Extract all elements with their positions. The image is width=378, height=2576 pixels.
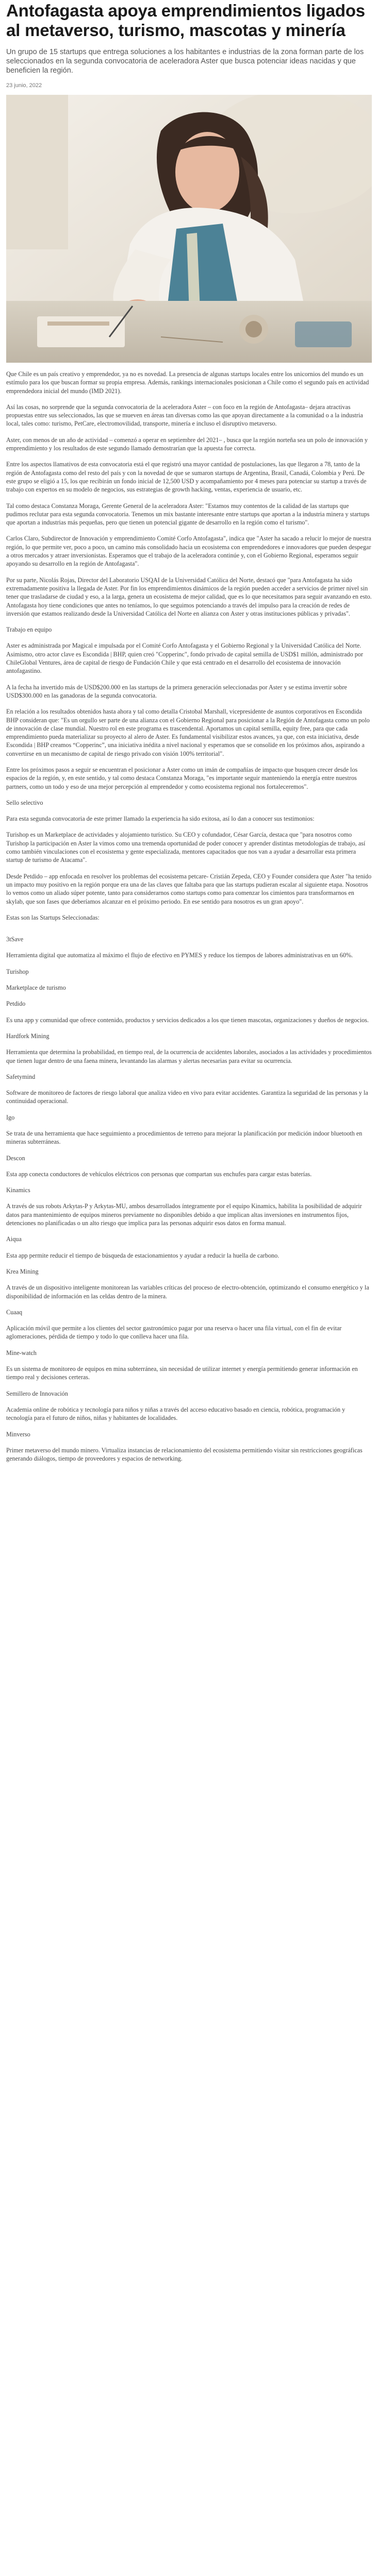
article-lede: Un grupo de 15 startups que entrega soluciones a los habitantes e industrias de la zona forman parte de los seleccionados en la segunda convocatoria de aceleradora Aster que busca potenciar ideas nacidas y que beneficien la región. <box>6 48 364 75</box>
startup-name: Igo <box>6 1113 15 1121</box>
paragraph: Así las cosas, no sorprende que la segunda convocatoria de la aceleradora Aster – con foco en la región de Antofagasta– dejara atractivas propuestas entre sus seleccionados, las que se mueven en áreas tan diversas como las que apoyan directamente a la comunidad o a la industria local, tales como: turismo, PetCare, electromovilidad, transporte, minería e incluso el disruptivo metaverso. <box>6 403 363 428</box>
paragraph: Entre los próximos pasos a seguir se encuentran el posicionar a Aster como un imán de compañías de impacto que busquen crecer desde los espacios de la región, y, en este sentido, y tal como destaca Constanza Moraga, "es importante seguir manteniendo la energía entre nuestros partners, como un todo y eso de una mejor percepción al emprendedor y como ecosistema regional nos fortaleceremos". <box>6 766 358 790</box>
woman-working-illustration <box>6 95 372 363</box>
startup-name: Minverso <box>6 1430 30 1438</box>
paragraph: A la fecha ha invertido más de USD$200.000 en las startups de la primera generación seleccionadas por Aster y se estima invertir sobre USD$300.000 en las ganadoras de la segunda convocatoria. <box>6 683 347 699</box>
startup-description: Herramienta que determina la probabilidad, en tiempo real, de la ocurrencia de accidentes laborales, asociados a las actividades y procedimientos que tienen lugar dentro de una faena minera, levantando las alarmas y alertas necesarias para evitar su ocurrencia. <box>6 1048 372 1064</box>
startup-name: Aiqua <box>6 1235 22 1243</box>
paragraph: Carlos Claro, Subdirector de Innovación y emprendimiento Comité Corfo Antofagasta", indica que "Aster ha sacado a relucir lo mejor de nuestra región, lo que permite ver, poco a poco, un camino más consolidado hacia un ecosistema con emprendedores e innovadores que pueden despegar a otros mercados y atraer inversionistas. Esperamos que el trabajo de la aceleradora continúe y, con el Gobierno Regional, esperamos seguir apoyando su desarrollo en la región de Antofagasta". <box>6 535 371 568</box>
startup-description: A través de sus robots Arkytas-P y Arkytas-MU, ambos desarrollados íntegramente por el equipo Kinamics, habilita la posibilidad de adquirir datos para mantenimiento de equipos mineros previamente no disponibles debido a que implican altas inversiones en instrumentos fijos, detenciones no planificadas o un alto riesgo que implica para las personas adquirir esos datos en forma manual. <box>6 1202 362 1227</box>
paragraph: Estas son las Startups Seleccionadas: <box>6 913 100 921</box>
startup-description: Academia online de robótica y tecnología para niños y niñas a través del acceso educativo basado en ciencia, robótica, programación y tecnología para el futuro de niños, niñas y habitantes de localidades. <box>6 1405 346 1422</box>
startup-description: Se trata de una herramienta que hace seguimiento a procedimientos de terreno para mejorar la planificación por medición indoor bluetooth en mineras subterráneas. <box>6 1130 363 1146</box>
paragraph: Que Chile es un país creativo y emprendedor, ya no es novedad. La presencia de algunas startups locales entre los unicornios del mundo es un estímulo para los que buscan formar su propia empresa. Además, rankings internacionales posicionan a Chile como el segundo país en actividad emprendedora inicial del mundo (IMD 2021). <box>6 370 369 395</box>
startup-name: Kinamics <box>6 1187 30 1194</box>
paragraph: Tal como destaca Constanza Moraga, Gerente General de la aceleradora Aster: "Estamos muy contentos de la calidad de las startups que pudimos reclutar para esta segunda convocatoria. Tenemos un mix bastante interesante entre startups que aportan a la industria minera y startups que aportan a industrias más pequeñas, pero que tienen un potencial gigante de desarrollo en la región como el turismo". <box>6 502 370 527</box>
startup-name: Turishop <box>6 968 29 975</box>
startup-description: Primer metaverso del mundo minero. Virtualiza instancias de relacionamiento del ecosistema permitiendo visitar sin restricciones geográficas generando diálogos, tiempo de proveedores y espacios de networking. <box>6 1446 363 1463</box>
paragraph: Turishop es un Marketplace de actividades y alojamiento turístico. Su CEO y cofundador, César García, destaca que "para nosotros como Turishop la participación en Aster la vimos como una tremenda oportunidad de poder conocer y aprender distintas metodologías de trabajo, así como también vinculaciones con el ecosistema y gente especializada, mentores capacitados que nos van a ayudar a desarrollar esta primera startup de turismo de Atacama". <box>6 831 366 864</box>
startup-description: Herramienta digital que automatiza al máximo el flujo de efectivo en PYMES y reduce los tiempos de labores administrativas en un 60%. <box>6 952 353 959</box>
hero-image <box>6 95 372 363</box>
article-date: 23 junio, 2022 <box>6 82 42 89</box>
startup-name: Semillero de Innovación <box>6 1389 68 1397</box>
startup-name: Krea Mining <box>6 1267 39 1275</box>
article-title: Antofagasta apoya emprendimientos ligados al metaverso, turismo, mascotas y minería <box>6 1 365 40</box>
startup-description: Software de monitoreo de factores de riesgo laboral que analiza video en vivo para evitar accidentes. Garantiza la seguridad de las personas y la continuidad operacional. <box>6 1089 368 1105</box>
paragraph: Aster, con menos de un año de actividad – comenzó a operar en septiembre del 2021– , busca que la región norteña sea un polo de innovación y emprendimiento y los resultados de este segundo llamado demostrarían que la apuesta fue correcta. <box>6 436 368 452</box>
startup-description: Marketplace de turismo <box>6 984 66 992</box>
paragraph: Por su parte, Nicolás Rojas, Director del Laboratorio USQAI de la Universidad Católica del Norte, destacó que "para Antofagasta ha sido extremadamente positiva la llegada de Aster. Por fin los emprendimientos dinámicos de la región pueden acceder a servicios de primer nivel sin tener que trasladarse de ciudad y eso, a la larga, genera un ecosistema de mejor calidad, que es lo que necesitamos para seguir avanzando en esto. Antofagasta hoy tiene condiciones que antes no teníamos, lo que seguimos potenciando a través del impulso para la creación de redes de inversión que estamos realizando desde la Universidad Católica del Norte en alianza con Aster y otras instituciones públicas y privadas". <box>6 576 372 617</box>
startup-name: 3tSave <box>6 936 24 943</box>
paragraph: Entre los aspectos llamativos de esta convocatoria está el que registró una mayor cantidad de postulaciones, las que llegaron a 78, tanto de la región de Antofagasta como del resto del país y con la novedad de que se sumaron startups de Argentina, Brasil, Canadá, Colombia y Perú. De este grupo se eligió a 15, los que recibirán un fondo inicial de 12,500 USD y acompañamiento por 4 meses para potenciar su startup a través de trabajo con expertos en su modelo de negocios, sus estrategias de growth hacking, ventas, experiencia de usuario, etc. <box>6 461 367 494</box>
startup-name: Cuaaq <box>6 1308 23 1316</box>
article-body <box>6 370 372 1463</box>
startup-description: Esta app conecta conductores de vehículos eléctricos con personas que compartan sus enchufes para cargar estas baterías. <box>6 1170 312 1178</box>
startup-description: A través de un dispositivo inteligente monitorean las variables críticas del proceso de electro-obtención, optimizando el consumo energético y la disponibilidad de información en las celdas dentro de la minera. <box>6 1284 369 1300</box>
startup-description: Es un sistema de monitoreo de equipos en mina subterránea, sin necesidad de utilizar internet y energía permitiendo generar información en tiempo real y decisiones certeras. <box>6 1365 358 1381</box>
article <box>0 1 378 1463</box>
startup-name: Hardfork Mining <box>6 1032 50 1040</box>
paragraph: Para esta segunda convocatoria de este primer llamado la experiencia ha sido exitosa, así lo dan a conocer sus testimonios: <box>6 815 315 823</box>
startup-description: Esta app permite reducir el tiempo de búsqueda de estacionamientos y ayudar a reducir la huella de carbono. <box>6 1251 280 1259</box>
paragraph: En relación a los resultados obtenidos hasta ahora y tal como detalla Cristobal Marshall, vicepresidente de asuntos corporativos en Escondida BHP consideran que: "Es un orgullo ser parte de una alianza con el Gobierno Regional para posicionar a la Región de Antofagasta como un polo de innovación de clase mundial. Nuestro rol en este programa es trascendental. Aportamos un capital semilla, equity free, para que cada emprendimiento pueda materializar su proyecto al alero de Aster. Es fundamental visibilizar estos avances, ya que, con esta iniciativa, desde Escondida | BHP creamos “Copperinc”, una iniciativa inédita a nivel nacional y esperamos que se consolide en los próximos años, aspirando a convertirse en un mecanismo de capital de riesgo privado con visión 100% territorial". <box>6 708 370 757</box>
section-heading: Trabajo en equipo <box>6 626 52 634</box>
startup-description: Aplicación móvil que permite a los clientes del sector gastronómico pagar por una reserva o hacer una fila virtual, con el fin de evitar aglomeraciones, pérdida de tiempo y todo lo que conlleva hacer una fila. <box>6 1325 342 1341</box>
startup-description: Es una app y comunidad que ofrece contenido, productos y servicios dedicados a los que tienen mascotas, organizaciones y dueños de negocios. <box>6 1016 369 1024</box>
startup-name: Petdido <box>6 1000 26 1008</box>
startup-name: Mine-watch <box>6 1349 37 1357</box>
paragraph: Aster es administrada por Magical e impulsada por el Comité Corfo Antofagasta y el Gobierno Regional y la Universidad Católica del Norte. Asimismo, otro actor clave es Escondida | BHP, quien creó "Copperinc", fondo privado de capital semilla de USD$1 millón, administrado por ChileGlobal Ventures, área de capital de riesgo de Fundación Chile y que está centrado en el desarrollo del ecosistema de innovación antofagastino. <box>6 642 364 675</box>
startup-name: Descon <box>6 1154 25 1162</box>
section-heading: Sello selectivo <box>6 799 43 806</box>
startup-name: Safetymind <box>6 1073 36 1080</box>
paragraph: Desde Petdido – app enfocada en resolver los problemas del ecosistema petcare- Cristián Zepeda, CEO y Founder considera que Aster "ha tenido un impacto muy positivo en la región porque era una de las claves que faltaba para que las startups pudieran escalar al siguiente etapa. Nosotros lo vemos como un aliado súper potente, tanto para considerarnos como startups como para comenzar los cimientos para transformarnos en skylab, que son fases que deberíamos alcanzar en el próximo periodo. En ese sentido para nosotros es un gran apoyo". <box>6 872 372 905</box>
